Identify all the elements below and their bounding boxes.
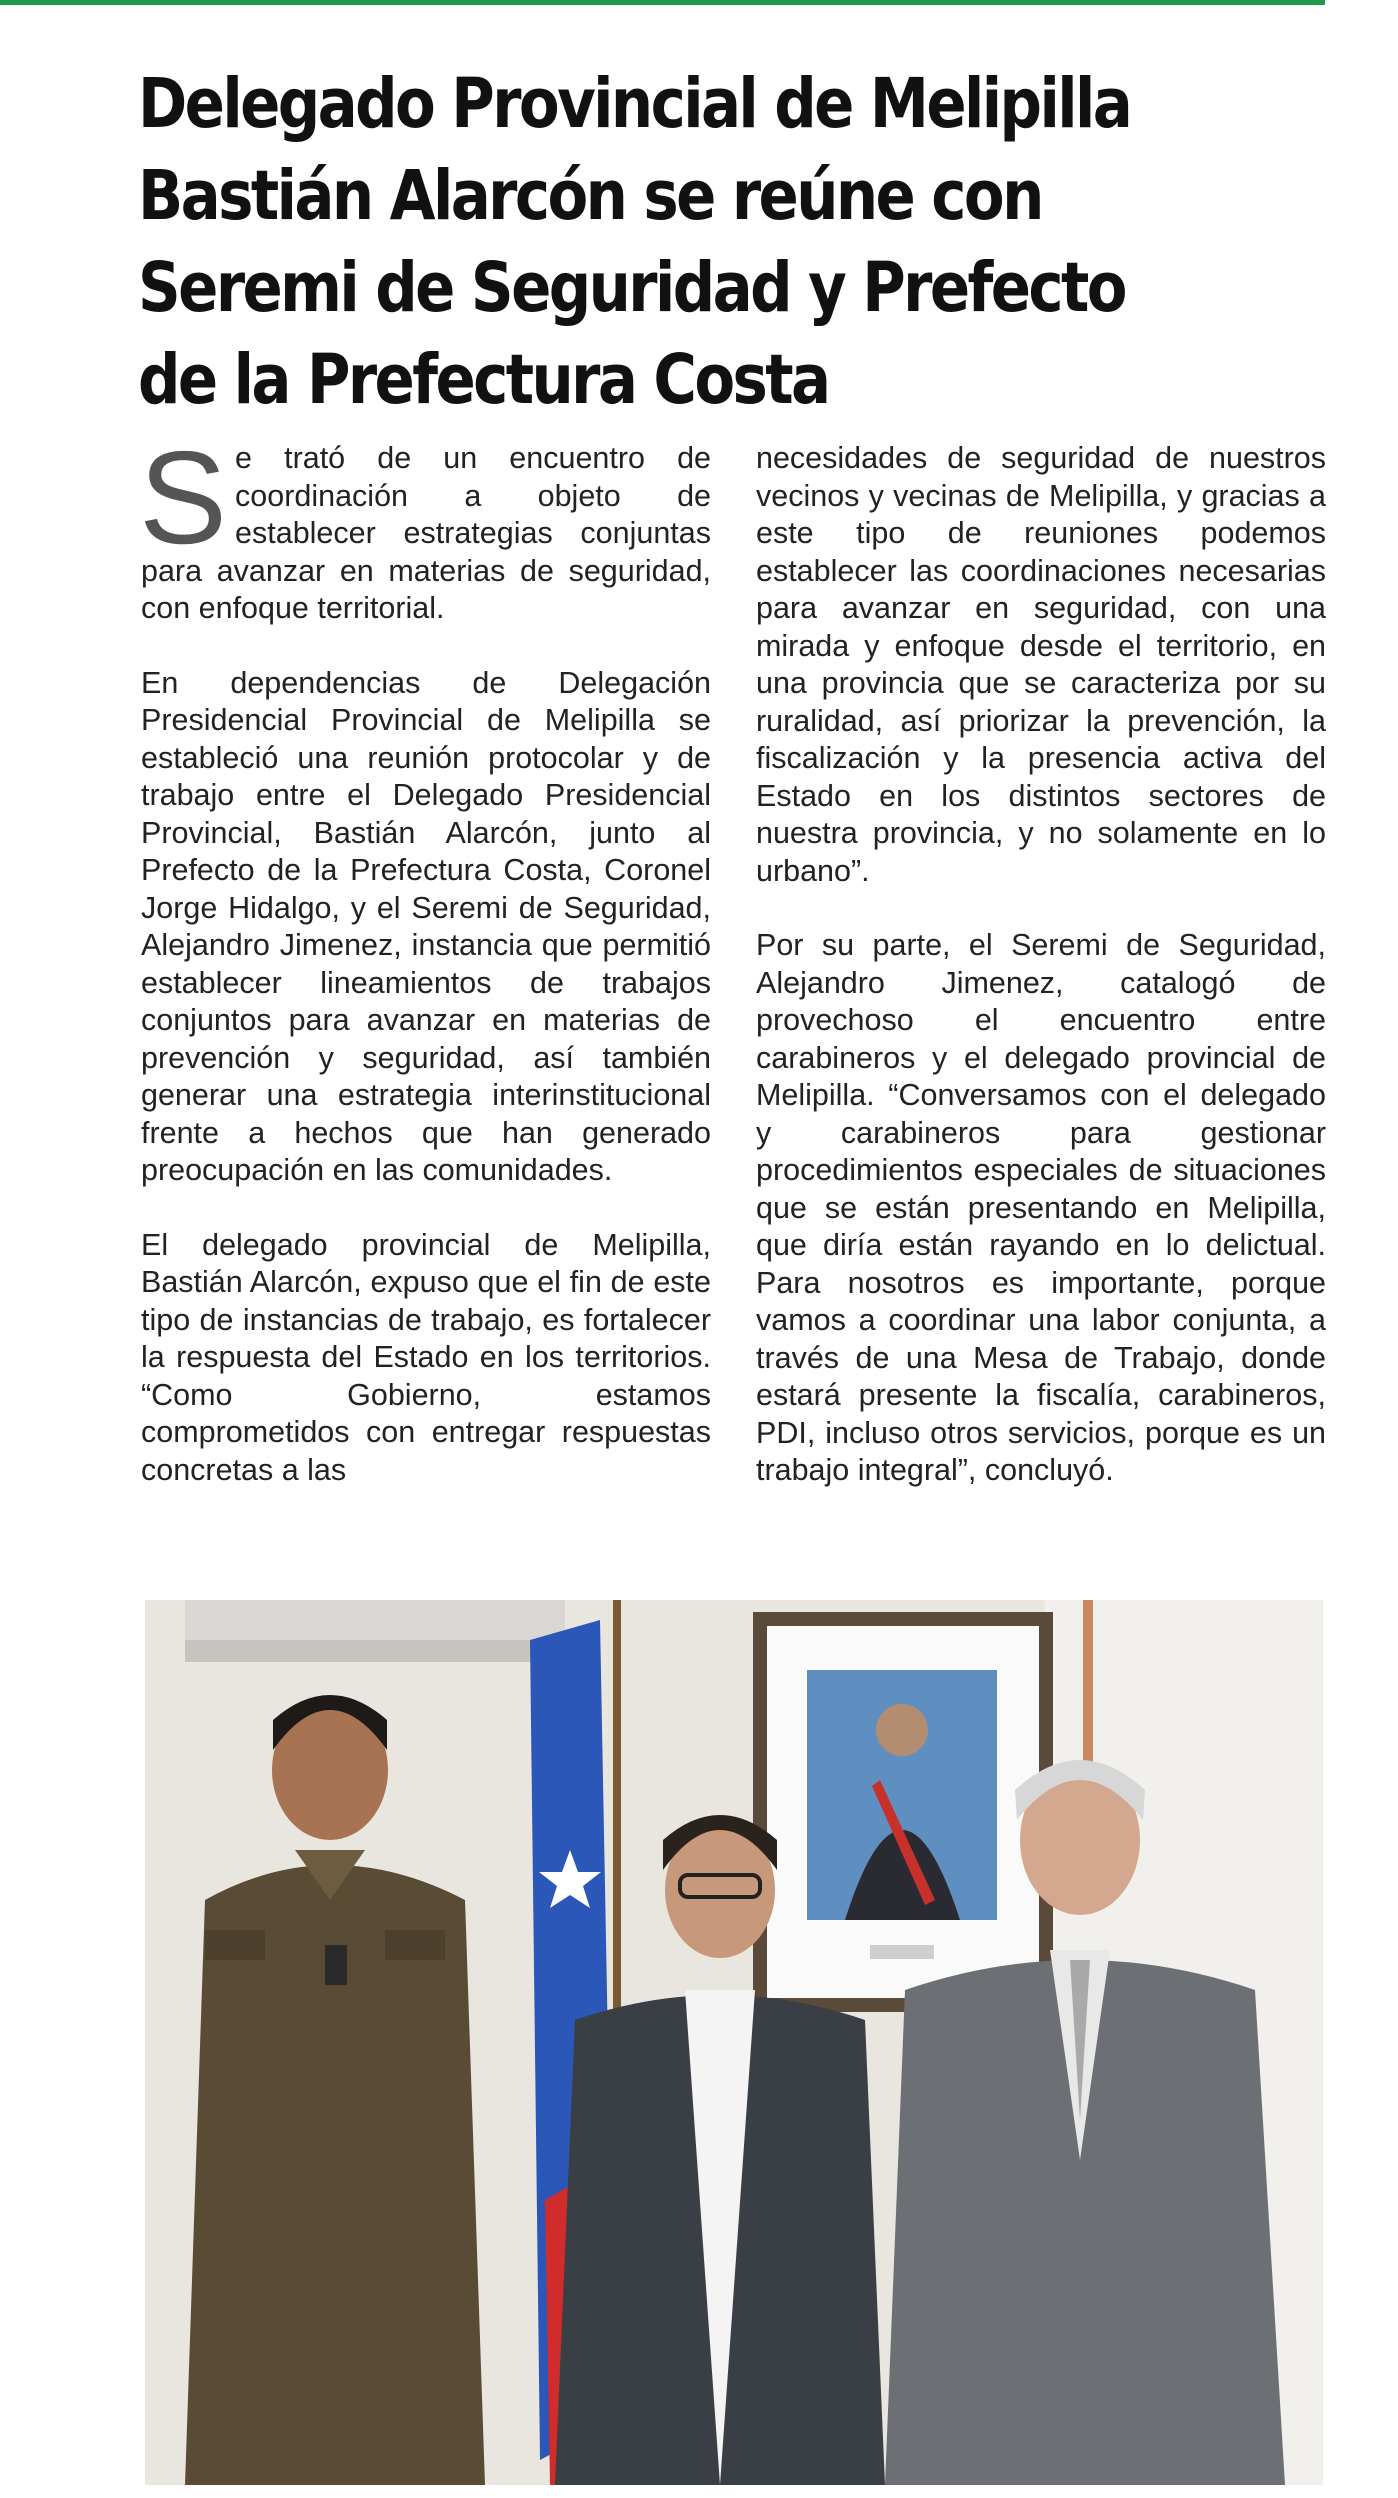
framed-portrait bbox=[753, 1612, 1053, 2012]
article-column-left bbox=[139, 424, 711, 1526]
meeting-photo bbox=[145, 1600, 1323, 2485]
article-column-right bbox=[756, 440, 1326, 1527]
air-conditioner bbox=[185, 1600, 565, 1662]
headline-line-3: Seremi de Seguridad y Prefecto bbox=[138, 248, 1125, 328]
lead-paragraph-text: e trató de un encuentro de coordinación a objeto de establecer estrategias conjuntas para avanzar en materias de seguridad, con enfoque territorial. bbox=[141, 441, 711, 625]
meeting-photo-illustration bbox=[145, 1600, 1323, 2485]
body-paragraph-5: Por su parte, el Seremi de Seguridad, Alejandro Jimenez, catalogó de provechoso el encuentro entre carabineros y el delegado provincial de Melipilla. “Conversamos con el delegado y carabineros para gestionar procedimientos especiales de situaciones que se están presentando en Melipilla, que diría están rayando en lo delictual. Para nosotros es importante, porque vamos a coordinar una labor conjunta, a través de una Mesa de Trabajo, donde estará presente la fiscalía, carabineros, PDI, incluso otros servicios, porque es un trabajo integral”, concluyó. bbox=[756, 928, 1326, 1487]
article-headline bbox=[138, 58, 1318, 426]
headline-line-2: Bastián Alarcón se reúne con bbox=[138, 156, 1042, 236]
lead-paragraph bbox=[139, 424, 711, 628]
body-paragraph-2: En dependencias de Delegación Presidencial Provincial de Melipilla se estableció una reunión protocolar y de trabajo entre el Delegado Presidencial Provincial, Bastián Alarcón, junto al Prefecto de la Prefectura Costa, Coronel Jorge Hidalgo, y el Seremi de Seguridad, Alejandro Jimenez, instancia que permitió establecer lineamientos de trabajos conjuntos para avanzar en materias de prevención y seguridad, así también generar una estrategia interinstitucional frente a hechos que han generado preocupación en las comunidades. bbox=[141, 665, 711, 1187]
headline-line-1: Delegado Provincial de Melipilla bbox=[138, 64, 1131, 144]
body-paragraph-4: necesidades de seguridad de nuestros vecinos y vecinas de Melipilla, y gracias a este tipo de reuniones podemos establecer las coordinaciones necesarias para avanzar en seguridad, con una mirada y enfoque desde el territorio, en una provincia que se caracteriza por su ruralidad, así priorizar la prevención, la fiscalización y la presencia activa del Estado en los distintos sectores de nuestra provincia, y no solamente en lo urbano”. bbox=[756, 441, 1326, 888]
drop-cap: S bbox=[139, 424, 228, 571]
top-accent-rule bbox=[0, 0, 1325, 5]
headline-line-4: de la Prefectura Costa bbox=[138, 340, 829, 420]
body-paragraph-3: El delegado provincial de Melipilla, Bastián Alarcón, expuso que el fin de este tipo de instancias de trabajo, es fortalecer la respuesta del Estado en los territorios. “Como Gobierno, estamos comprometidos con entregar respuestas concretas a las bbox=[141, 1227, 711, 1487]
